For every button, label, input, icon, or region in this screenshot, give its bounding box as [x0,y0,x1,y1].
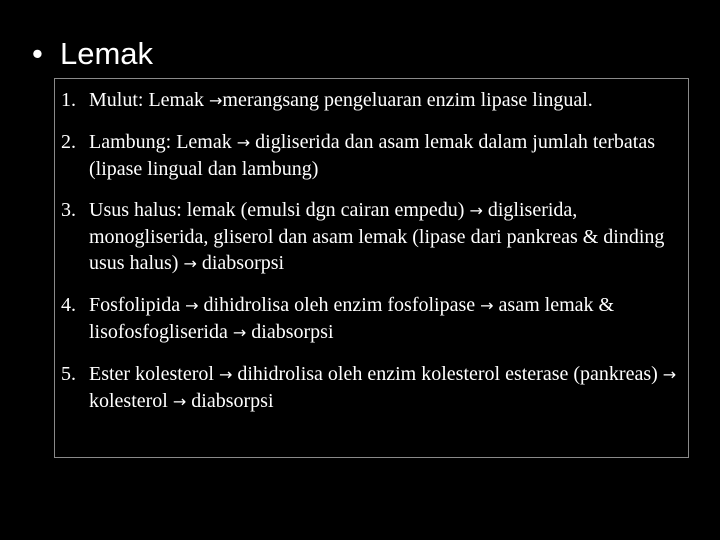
right-arrow-icon: → [208,91,223,110]
content-box [54,78,689,458]
step-text: diabsorpsi [246,321,334,343]
step-number: 2. [61,131,76,153]
right-arrow-icon: → [218,365,233,384]
step-text: kolesterol [89,390,173,412]
step-number: 5. [61,363,76,385]
right-arrow-icon: → [232,323,247,342]
step-text: Usus halus: lemak (emulsi dgn cairan empedu) [89,199,470,221]
step-text: digliserida dan asam lemak dalam jumlah terbatas (lipase lingual dan lambung) [89,131,656,180]
title-text: Lemak [60,36,154,71]
step-ester-kolesterol [61,361,683,415]
step-text: diabsorpsi [196,252,285,274]
step-mulut [61,87,683,114]
step-text: Lambung: Lemak [89,131,237,153]
step-text: Mulut: Lemak [89,89,209,111]
digestion-steps-list [61,87,683,430]
step-text: Fosfolipida [89,294,186,316]
right-arrow-icon: → [480,296,494,315]
step-text: asam lemak & lisofosfogliserida [89,294,615,343]
step-usus-halus [61,197,683,277]
right-arrow-icon: → [183,254,197,273]
right-arrow-icon: → [662,365,677,384]
step-lambung [61,129,683,182]
step-number: 1. [61,89,76,111]
step-text: dihidrolisa oleh enzim kolesterol esterase (pankreas) [232,363,663,385]
right-arrow-icon: → [469,201,483,220]
step-text: dihidrolisa oleh enzim fosfolipase [198,294,481,316]
step-fosfolipida [61,292,683,346]
slide-title [32,34,153,74]
title-bullet: • [32,36,43,71]
right-arrow-icon: → [172,392,187,411]
step-text: merangsang pengeluaran enzim lipase lingual. [222,89,593,111]
step-number: 3. [61,199,76,221]
step-number: 4. [61,294,76,316]
step-text: digliserida, monogliserida, gliserol dan asam lemak (lipase dari pankreas & dinding usus halus) [89,199,665,274]
step-text: Ester kolesterol [89,363,219,385]
right-arrow-icon: → [185,296,199,315]
step-text: diabsorpsi [186,390,274,412]
right-arrow-icon: → [236,133,251,152]
